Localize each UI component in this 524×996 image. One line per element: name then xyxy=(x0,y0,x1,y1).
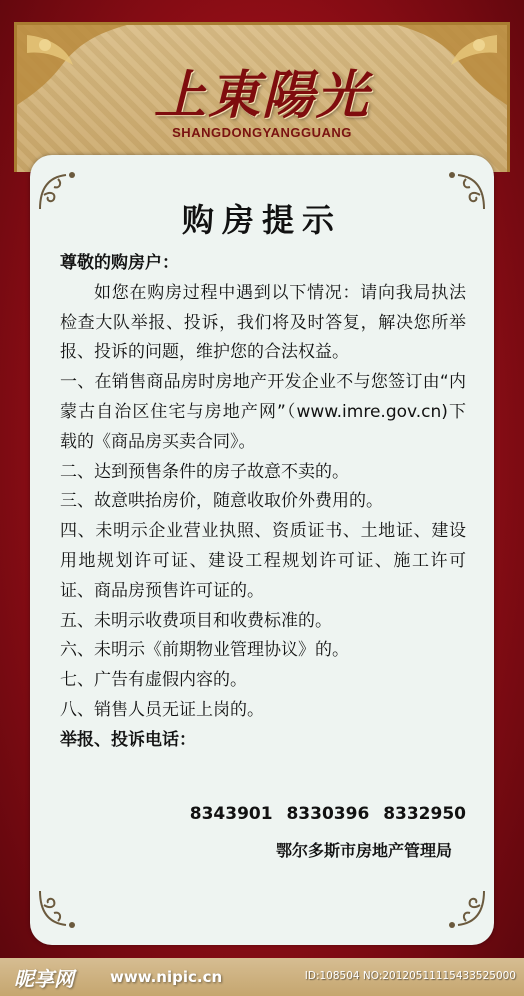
list-item: 六、未明示《前期物业管理协议》的。 xyxy=(60,640,349,661)
intro-paragraph: 如您在购房过程中遇到以下情况：请向我局执法检查大队举报、投诉，我们将及时答复，解决您所举报、投诉的问题，维护您的合法权益。 xyxy=(60,282,466,363)
list-item: 三、故意哄抬房价，随意收取价外费用的。 xyxy=(60,491,383,512)
hotline-numbers: 8343901 8330396 8332950 xyxy=(189,804,466,824)
scroll-ornament-icon xyxy=(36,885,82,931)
list-item: 五、未明示收费项目和收费标准的。 xyxy=(60,610,332,631)
notice-panel xyxy=(30,155,494,945)
watermark-url: www.nipic.cn xyxy=(110,968,223,986)
issuing-department: 鄂尔多斯市房地产管理局 xyxy=(275,841,452,860)
watermark-id: ID:108504 NO:20120511115433525000 xyxy=(304,970,516,982)
brand-subtitle: SHANGDONGYANGGUANG xyxy=(172,125,352,140)
notice-title: 购房提示 xyxy=(181,201,342,239)
list-item: 一、在销售商品房时房地产开发企业不与您签订由“内蒙古自治区住宅与房地产网”（www.imre.gov.cn)下载的《商品房买卖合同》。 xyxy=(60,372,466,452)
header-banner xyxy=(14,22,510,172)
list-item: 四、未明示企业营业执照、资质证书、土地证、建设用地规划许可证、建设工程规划许可证、施工许可证、商品房预售许可证的。 xyxy=(60,521,466,601)
notice-body xyxy=(60,249,466,756)
hotline-label: 举报、投诉电话： xyxy=(60,729,196,750)
list-item: 七、广告有虚假内容的。 xyxy=(60,670,247,691)
scroll-ornament-icon xyxy=(442,885,488,931)
salutation: 尊敬的购房户： xyxy=(60,253,179,273)
watermark-logo: 昵享网 xyxy=(14,967,74,991)
list-item: 八、销售人员无证上岗的。 xyxy=(60,699,264,720)
brand-logo-text: 上東陽光 xyxy=(153,65,370,126)
list-item: 二、达到预售条件的房子故意不卖的。 xyxy=(60,461,349,482)
